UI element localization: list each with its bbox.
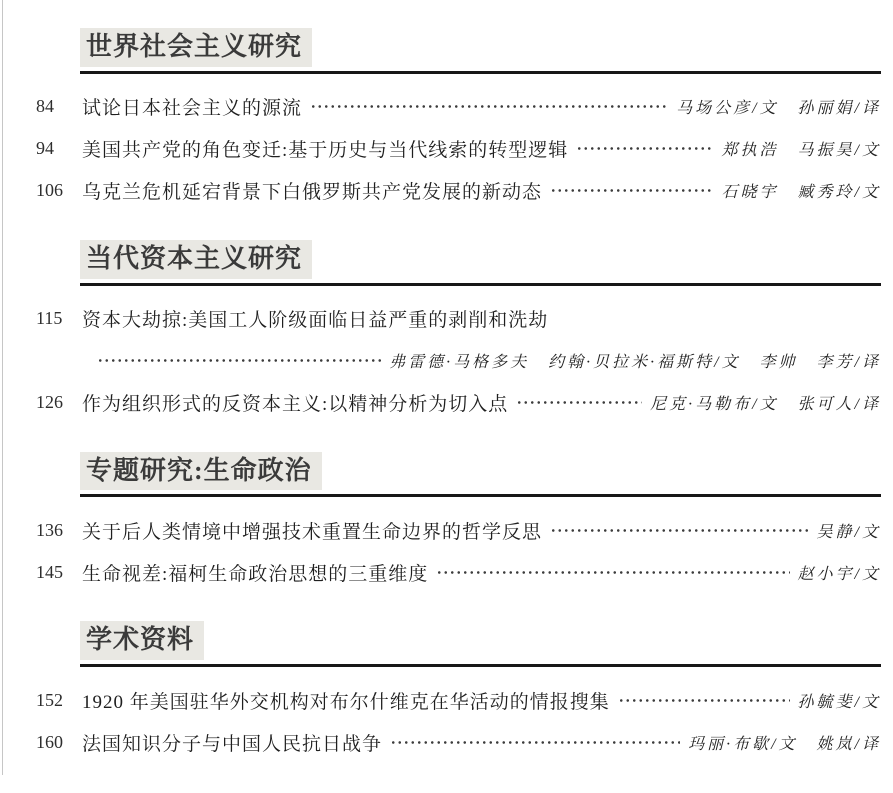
entry-authors: 尼克·马勒布/文 张可人/译 bbox=[650, 396, 881, 414]
entry-page-number: 94 bbox=[36, 138, 54, 159]
entry-page-number: 152 bbox=[36, 689, 63, 710]
entry-authors: 郑执浩 马振昊/文 bbox=[721, 142, 881, 160]
entry-title: 1920 年美国驻华外交机构对布尔什维克在华活动的情报搜集 bbox=[82, 691, 610, 713]
toc-entry-continuation bbox=[36, 340, 881, 382]
entry-page-number: 115 bbox=[36, 308, 63, 329]
dot-leader bbox=[576, 128, 713, 170]
left-edge-rule bbox=[2, 0, 3, 775]
toc-entry bbox=[36, 551, 881, 593]
entry-list bbox=[36, 509, 881, 593]
entry-title: 美国共产党的角色变迁:基于历史与当代线索的转型逻辑 bbox=[82, 140, 569, 162]
entry-page-number: 84 bbox=[36, 96, 54, 117]
entry-list bbox=[36, 86, 881, 212]
toc-entry bbox=[36, 170, 881, 212]
entry-authors: 马场公彦/文 孙丽娟/译 bbox=[676, 100, 881, 118]
entry-title: 关于后人类情境中增强技术重置生命边界的哲学反思 bbox=[82, 521, 543, 543]
entry-title: 乌克兰危机延宕背景下白俄罗斯共产党发展的新动态 bbox=[82, 182, 543, 204]
entry-page-number: 126 bbox=[36, 392, 63, 413]
section-contemporary-capitalism bbox=[36, 240, 881, 424]
section-special-topic-biopolitics bbox=[36, 452, 881, 594]
entry-page-number: 160 bbox=[36, 731, 63, 752]
toc-entry bbox=[36, 679, 881, 721]
section-header-rule bbox=[80, 621, 881, 667]
entry-authors: 弗雷德·马格多夫 约翰·贝拉米·福斯特/文 李帅 李芳/译 bbox=[389, 354, 881, 372]
dot-leader bbox=[310, 86, 668, 128]
dot-leader bbox=[550, 170, 714, 212]
toc-entry bbox=[36, 721, 881, 763]
dot-leader bbox=[516, 382, 642, 424]
section-title: 世界社会主义研究 bbox=[80, 28, 312, 67]
section-world-socialism bbox=[36, 28, 881, 212]
entry-authors: 赵小宇/文 bbox=[797, 565, 881, 583]
section-title: 当代资本主义研究 bbox=[80, 240, 312, 279]
toc-entry bbox=[36, 382, 881, 424]
dot-leader bbox=[618, 679, 790, 721]
entry-authors: 玛丽·布歇/文 姚岚/译 bbox=[688, 735, 881, 753]
section-title: 学术资料 bbox=[80, 621, 204, 660]
entry-list bbox=[36, 298, 881, 424]
entry-title: 法国知识分子与中国人民抗日战争 bbox=[82, 733, 383, 755]
entry-authors: 孙毓斐/文 bbox=[797, 693, 881, 711]
section-title: 专题研究:生命政治 bbox=[80, 452, 322, 491]
dot-leader bbox=[550, 509, 809, 551]
section-header-rule bbox=[80, 240, 881, 286]
toc-content bbox=[36, 0, 881, 763]
entry-title: 作为组织形式的反资本主义:以精神分析为切入点 bbox=[82, 394, 509, 416]
dot-leader bbox=[390, 721, 680, 763]
entry-title: 资本大劫掠:美国工人阶级面临日益严重的剥削和洗劫 bbox=[82, 310, 549, 332]
section-academic-materials bbox=[36, 621, 881, 763]
toc-entry bbox=[36, 509, 881, 551]
toc-entry bbox=[36, 298, 881, 340]
section-header-rule bbox=[80, 28, 881, 74]
entry-title: 试论日本社会主义的源流 bbox=[82, 98, 303, 120]
dot-leader bbox=[436, 551, 789, 593]
toc-entry bbox=[36, 86, 881, 128]
section-header-rule bbox=[80, 452, 881, 498]
dot-leader bbox=[97, 340, 381, 382]
entry-page-number: 106 bbox=[36, 180, 63, 201]
entry-list bbox=[36, 679, 881, 763]
entry-authors: 石晓宇 臧秀玲/文 bbox=[721, 184, 881, 202]
entry-authors: 吴静/文 bbox=[816, 523, 881, 541]
entry-page-number: 145 bbox=[36, 561, 63, 582]
entry-page-number: 136 bbox=[36, 519, 63, 540]
toc-entry bbox=[36, 128, 881, 170]
entry-title: 生命视差:福柯生命政治思想的三重维度 bbox=[82, 563, 429, 585]
